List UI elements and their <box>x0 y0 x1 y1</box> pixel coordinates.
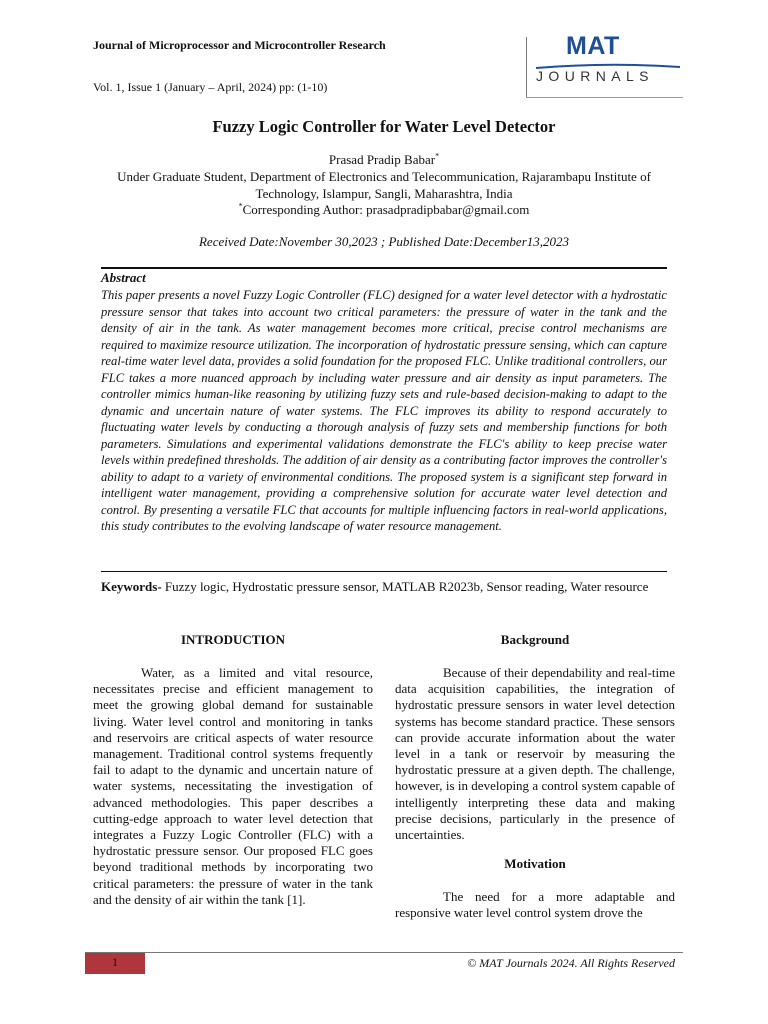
motivation-heading: Motivation <box>504 856 566 872</box>
keywords <box>101 579 667 596</box>
journal-name: Journal of Microprocessor and Microcontroller Research <box>93 38 386 52</box>
logo-underline <box>526 97 683 98</box>
logo-mat-text: MAT <box>566 32 620 60</box>
author-line <box>0 152 768 168</box>
logo-divider <box>526 37 527 97</box>
affiliation: Under Graduate Student, Department of Electronics and Telecommunication, Rajarambapu Institute of Technology, Islampur, Sangli, Maharashtra, India <box>117 169 651 201</box>
corresponding-line <box>0 202 768 218</box>
logo-journals-text: JOURNALS <box>536 68 654 84</box>
background-text: Because of their dependability and real-time data acquisition capabilities, the integration of hydrostatic pressure sensors in water level detection systems has become standard practice. These sensors can provide accurate information about the water level in a tank or reservoir by measuring the hydrostatic pressure at a given depth. The challenge, however, is in developing a control system capable of intelligently interpreting these data and making precise decisions, particularly in the presence of uncertainties. <box>395 665 675 843</box>
corresponding-author: Corresponding Author: prasadpradipbabar@gmail.com <box>242 202 530 217</box>
corresponding-mark: * <box>238 201 243 211</box>
abstract-text: This paper presents a novel Fuzzy Logic Controller (FLC) designed for a water level detector with a hydrostatic pressure sensor that takes into account two critical parameters: the pressure of water in the tank and the density of air in the tank. As water management becomes more critical, precise control mechanisms are required to maximize resource utilization. The incorporation of hydrostatic pressure sensing, which can capture real-time water level data, provides a solid foundation for the proposed FLC. Unlike traditional controllers, our FLC takes a more nuanced approach by including water pressure and air density as input parameters. The controller mimics human-like reasoning by utilizing fuzzy sets and rule-based decision-making to adapt to the dynamic and uncertain nature of water systems. The FLC improves its ability to respond accurately to fluctuating water levels by conducting a thorough analysis of fuzzy sets and membership functions for both parameters. Simulations and experimental validations demonstrate the FLC's ability to keep precise water levels within predefined thresholds. The addition of air density as a contributing factor improves the controller's ability to adapt to a variety of environmental conditions. The proposed system is a significant step forward in intelligent water management, providing a comprehensive solution for accurate water level detection and control. By presenting a versatile FLC that accounts for multiple influencing factors in real-world applications, this study contributes to the evolving landscape of water resource management. <box>101 288 667 533</box>
page-number: 1 <box>112 955 118 969</box>
footer-rule <box>85 952 683 953</box>
right-column <box>395 632 675 922</box>
motivation-text: The need for a more adaptable and responsive water level control system drove the <box>395 889 675 921</box>
abstract-heading: Abstract <box>101 270 146 285</box>
background-heading: Background <box>500 632 570 647</box>
abstract-top-rule <box>101 267 667 269</box>
introduction-heading: INTRODUCTION <box>180 632 285 647</box>
issue-info: Vol. 1, Issue 1 (January – April, 2024) pp: (1-10) <box>93 80 328 94</box>
abstract-bottom-rule <box>101 571 667 572</box>
paper-title: Fuzzy Logic Controller for Water Level Detector <box>212 117 556 136</box>
author-name: Prasad Pradip Babar <box>328 152 436 167</box>
copyright-notice: © MAT Journals 2024. All Rights Reserved <box>467 956 675 970</box>
introduction-text: Water, as a limited and vital resource, necessitates precise and efficient management to meet the growing global demand for sustainable living. Water level control and monitoring in tanks and reservoirs are critical aspects of water resource management. Traditional control systems frequently fail to adapt to the dynamic and uncertain nature of water systems, necessitating the investigation of advanced methodologies. This paper describes a cutting-edge approach to water level detection that integrates a Fuzzy Logic Controller (FLC) with a hydrostatic pressure sensor. Our proposed FLC goes beyond traditional methods by incorporating two critical parameters: the pressure of water in the tank and the density of air within the tank [1]. <box>93 665 373 907</box>
left-column <box>93 632 373 908</box>
keywords-label: Keywords- <box>101 579 162 594</box>
keywords-text: Fuzzy logic, Hydrostatic pressure sensor, MATLAB R2023b, Sensor reading, Water resource <box>161 579 649 594</box>
author-mark: * <box>435 151 440 161</box>
dates-line: Received Date:November 30,2023 ; Published Date:December13,2023 <box>198 234 570 249</box>
